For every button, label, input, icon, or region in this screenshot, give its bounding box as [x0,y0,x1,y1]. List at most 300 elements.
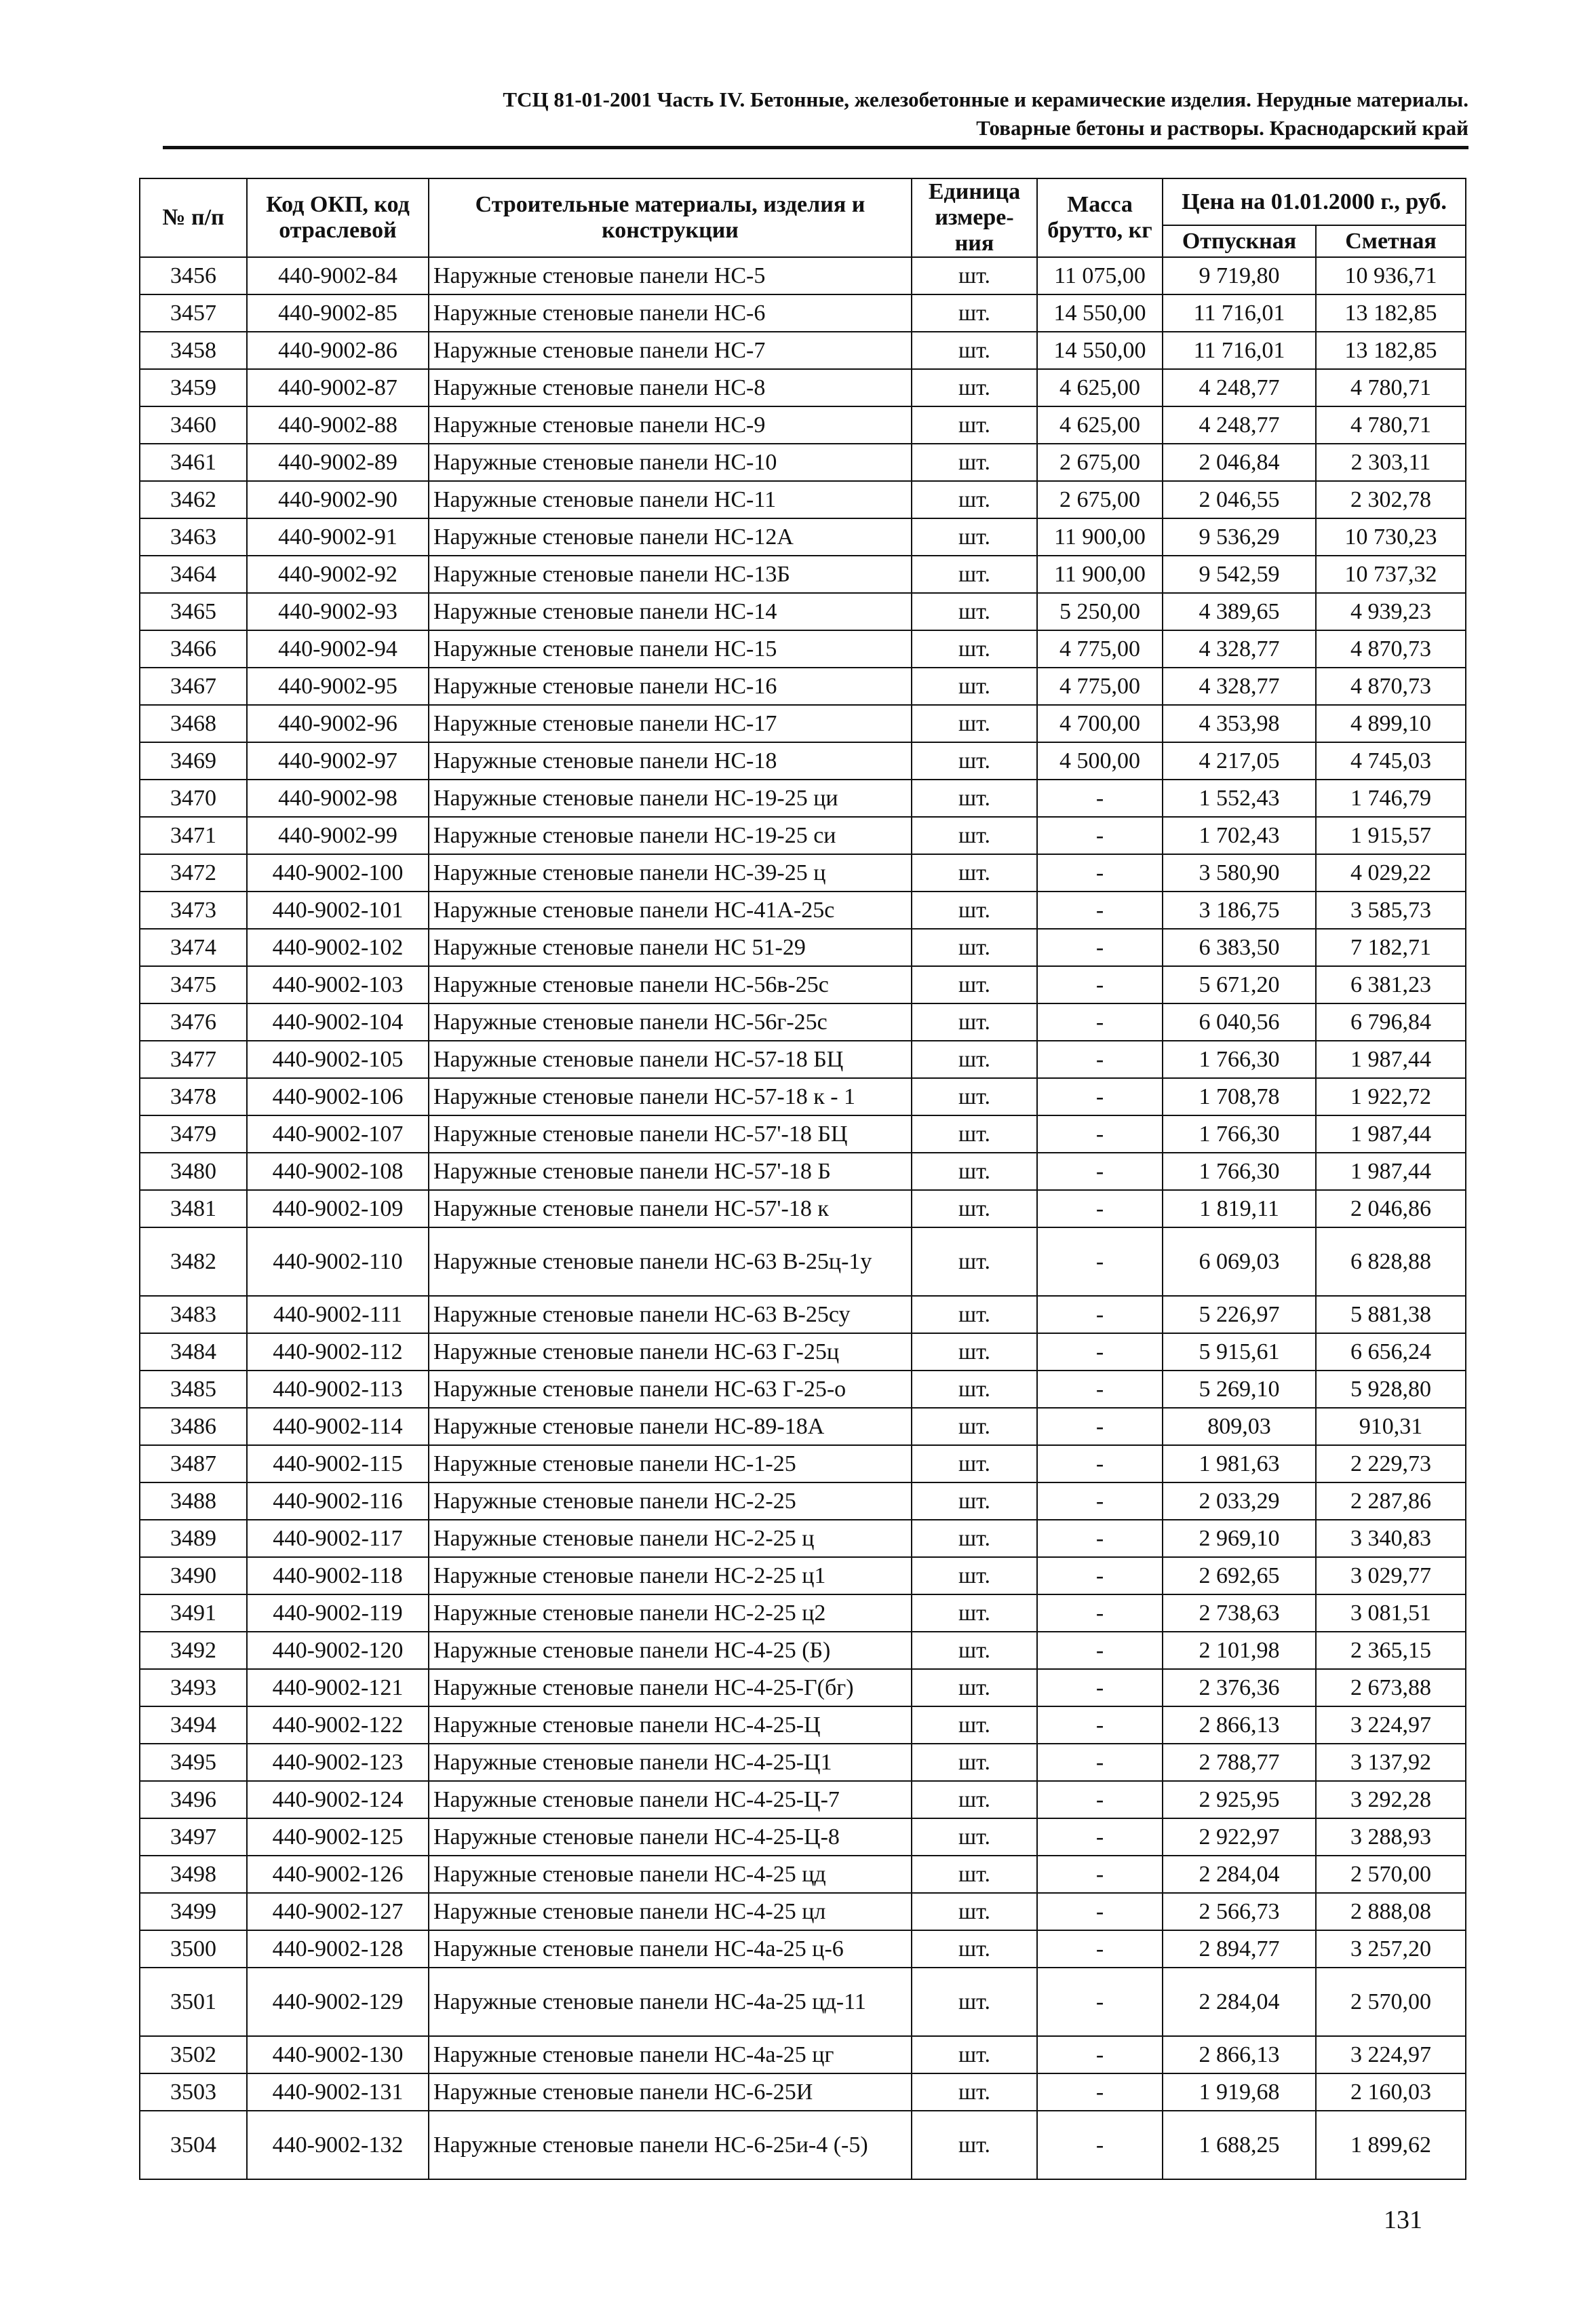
row-num: 3472 [140,854,247,892]
row-price-release: 1 766,30 [1163,1115,1316,1153]
row-mass: - [1037,1227,1163,1296]
row-price-release: 1 702,43 [1163,817,1316,854]
row-mass: 14 550,00 [1037,294,1163,332]
table-row [140,1706,1466,1744]
row-num: 3486 [140,1408,247,1445]
row-code: 440-9002-122 [247,1706,429,1744]
table-row [140,2036,1466,2073]
row-code: 440-9002-104 [247,1003,429,1041]
table-row [140,593,1466,630]
row-code: 440-9002-88 [247,406,429,444]
row-mass: - [1037,1856,1163,1893]
row-name: Наружные стеновые панели НС-4-25 цд [429,1856,912,1893]
row-name: Наружные стеновые панели НС-1-25 [429,1445,912,1482]
col-header-code: Код ОКП, код отраслевой [247,178,429,257]
row-code: 440-9002-117 [247,1520,429,1557]
table-row [140,1153,1466,1190]
row-name: Наружные стеновые панели НС-4-25 (Б) [429,1632,912,1669]
table-row [140,369,1466,406]
row-price-release: 5 915,61 [1163,1333,1316,1371]
row-mass: - [1037,1520,1163,1557]
row-price-estimate: 4 899,10 [1316,705,1466,742]
row-price-estimate: 3 585,73 [1316,892,1466,929]
row-name: Наружные стеновые панели НС-2-25 ц1 [429,1557,912,1594]
row-mass: 11 900,00 [1037,518,1163,556]
row-code: 440-9002-116 [247,1482,429,1520]
row-num: 3475 [140,966,247,1003]
row-mass: 2 675,00 [1037,444,1163,481]
row-code: 440-9002-113 [247,1371,429,1408]
row-price-release: 1 552,43 [1163,780,1316,817]
row-name: Наружные стеновые панели НС-57'-18 БЦ [429,1115,912,1153]
row-num: 3491 [140,1594,247,1632]
row-price-release: 1 819,11 [1163,1190,1316,1227]
row-price-estimate: 910,31 [1316,1408,1466,1445]
table-row [140,481,1466,518]
row-mass: - [1037,1190,1163,1227]
row-mass: 14 550,00 [1037,332,1163,369]
row-price-release: 3 580,90 [1163,854,1316,892]
row-num: 3476 [140,1003,247,1041]
row-price-release: 11 716,01 [1163,294,1316,332]
table-row [140,1594,1466,1632]
row-price-release: 4 217,05 [1163,742,1316,780]
row-unit: шт. [912,705,1037,742]
row-code: 440-9002-89 [247,444,429,481]
row-name: Наружные стеновые панели НС-56г-25с [429,1003,912,1041]
row-code: 440-9002-106 [247,1078,429,1115]
row-code: 440-9002-92 [247,556,429,593]
row-code: 440-9002-124 [247,1781,429,1818]
row-num: 3485 [140,1371,247,1408]
row-name: Наружные стеновые панели НС-13Б [429,556,912,593]
row-code: 440-9002-112 [247,1333,429,1371]
row-price-release: 2 922,97 [1163,1818,1316,1856]
col-header-estimate: Сметная [1316,225,1466,257]
row-name: Наружные стеновые панели НС-6 [429,294,912,332]
row-name: Наружные стеновые панели НС-5 [429,257,912,294]
row-mass: - [1037,854,1163,892]
row-name: Наружные стеновые панели НС-2-25 ц2 [429,1594,912,1632]
col-header-release: Отпускная [1163,225,1316,257]
row-unit: шт. [912,1296,1037,1333]
table-row [140,518,1466,556]
table-row [140,854,1466,892]
row-price-release: 9 719,80 [1163,257,1316,294]
row-num: 3478 [140,1078,247,1115]
row-num: 3477 [140,1041,247,1078]
row-price-release: 2 376,36 [1163,1669,1316,1706]
row-code: 440-9002-118 [247,1557,429,1594]
table-row [140,1893,1466,1930]
row-price-estimate: 6 381,23 [1316,966,1466,1003]
table-row [140,1371,1466,1408]
row-mass: - [1037,1153,1163,1190]
header-line-1: ТСЦ 81-01-2001 Часть IV. Бетонные, железобетонные и керамические изделия. Нерудные материалы. [503,88,1468,111]
row-unit: шт. [912,518,1037,556]
row-num: 3467 [140,668,247,705]
row-num: 3503 [140,2073,247,2111]
row-unit: шт. [912,1445,1037,1482]
row-price-estimate: 10 737,32 [1316,556,1466,593]
row-price-estimate: 3 224,97 [1316,1706,1466,1744]
row-num: 3497 [140,1818,247,1856]
row-price-estimate: 3 340,83 [1316,1520,1466,1557]
row-price-estimate: 4 780,71 [1316,369,1466,406]
row-unit: шт. [912,892,1037,929]
table-row [140,257,1466,294]
price-table [139,178,1466,2180]
row-price-estimate: 6 828,88 [1316,1227,1466,1296]
row-price-release: 4 248,77 [1163,406,1316,444]
row-num: 3496 [140,1781,247,1818]
row-unit: шт. [912,1371,1037,1408]
row-unit: шт. [912,1003,1037,1041]
row-unit: шт. [912,294,1037,332]
row-num: 3462 [140,481,247,518]
row-name: Наружные стеновые панели НС-16 [429,668,912,705]
row-unit: шт. [912,1227,1037,1296]
row-name: Наружные стеновые панели НС-17 [429,705,912,742]
row-unit: шт. [912,817,1037,854]
row-price-release: 6 383,50 [1163,929,1316,966]
row-num: 3488 [140,1482,247,1520]
row-price-estimate: 1 987,44 [1316,1115,1466,1153]
row-mass: 4 700,00 [1037,705,1163,742]
header-rule [163,146,1468,149]
col-header-unit: Единица измере-ния [912,178,1037,257]
row-unit: шт. [912,1190,1037,1227]
row-mass: - [1037,1632,1163,1669]
row-mass: - [1037,1781,1163,1818]
row-code: 440-9002-130 [247,2036,429,2073]
row-price-estimate: 3 137,92 [1316,1744,1466,1781]
row-num: 3480 [140,1153,247,1190]
row-price-estimate: 1 987,44 [1316,1041,1466,1078]
row-code: 440-9002-127 [247,1893,429,1930]
table-row [140,1520,1466,1557]
row-name: Наружные стеновые панели НС-10 [429,444,912,481]
row-mass: - [1037,1003,1163,1041]
row-price-release: 3 186,75 [1163,892,1316,929]
row-name: Наружные стеновые панели НС-57'-18 Б [429,1153,912,1190]
row-mass: 4 500,00 [1037,742,1163,780]
row-price-release: 4 328,77 [1163,630,1316,668]
row-code: 440-9002-102 [247,929,429,966]
row-code: 440-9002-95 [247,668,429,705]
row-code: 440-9002-126 [247,1856,429,1893]
table-row [140,1041,1466,1078]
document-header [400,85,1468,142]
table-row [140,1333,1466,1371]
row-code: 440-9002-98 [247,780,429,817]
row-mass: 5 250,00 [1037,593,1163,630]
row-code: 440-9002-111 [247,1296,429,1333]
row-price-release: 9 536,29 [1163,518,1316,556]
col-header-num: № п/п [140,178,247,257]
row-unit: шт. [912,1520,1037,1557]
row-price-release: 4 248,77 [1163,369,1316,406]
row-code: 440-9002-125 [247,1818,429,1856]
row-code: 440-9002-90 [247,481,429,518]
table-header [140,178,1466,257]
table-row [140,2073,1466,2111]
row-code: 440-9002-103 [247,966,429,1003]
row-name: Наружные стеновые панели НС-18 [429,742,912,780]
row-mass: - [1037,1296,1163,1333]
row-price-release: 6 040,56 [1163,1003,1316,1041]
row-num: 3489 [140,1520,247,1557]
row-mass: 4 625,00 [1037,406,1163,444]
row-name: Наружные стеновые панели НС-39-25 ц [429,854,912,892]
row-num: 3473 [140,892,247,929]
row-price-estimate: 2 570,00 [1316,1856,1466,1893]
row-num: 3484 [140,1333,247,1371]
row-unit: шт. [912,593,1037,630]
row-mass: 11 900,00 [1037,556,1163,593]
row-price-estimate: 3 029,77 [1316,1557,1466,1594]
row-price-estimate: 3 081,51 [1316,1594,1466,1632]
row-name: Наружные стеновые панели НС-6-25И [429,2073,912,2111]
table-row [140,1669,1466,1706]
row-unit: шт. [912,2111,1037,2179]
table-row [140,1227,1466,1296]
row-code: 440-9002-86 [247,332,429,369]
row-price-estimate: 2 302,78 [1316,481,1466,518]
row-code: 440-9002-108 [247,1153,429,1190]
col-header-mass: Масса брутто, кг [1037,178,1163,257]
row-num: 3463 [140,518,247,556]
row-num: 3482 [140,1227,247,1296]
row-code: 440-9002-123 [247,1744,429,1781]
row-name: Наружные стеновые панели НС-63 Г-25ц [429,1333,912,1371]
row-price-estimate: 6 796,84 [1316,1003,1466,1041]
table-row [140,705,1466,742]
row-name: Наружные стеновые панели НС-4а-25 цд-11 [429,1968,912,2036]
row-price-estimate: 2 673,88 [1316,1669,1466,1706]
row-num: 3466 [140,630,247,668]
row-num: 3483 [140,1296,247,1333]
row-price-estimate: 2 287,86 [1316,1482,1466,1520]
row-code: 440-9002-121 [247,1669,429,1706]
row-name: Наружные стеновые панели НС-2-25 ц [429,1520,912,1557]
row-price-estimate: 2 229,73 [1316,1445,1466,1482]
row-name: Наружные стеновые панели НС-4-25-Ц-8 [429,1818,912,1856]
row-price-estimate: 2 365,15 [1316,1632,1466,1669]
row-name: Наружные стеновые панели НС-4а-25 ц-6 [429,1930,912,1968]
row-price-estimate: 5 928,80 [1316,1371,1466,1408]
row-price-estimate: 13 182,85 [1316,332,1466,369]
row-mass: - [1037,817,1163,854]
row-num: 3504 [140,2111,247,2179]
row-price-release: 2 046,84 [1163,444,1316,481]
table-row [140,556,1466,593]
row-unit: шт. [912,929,1037,966]
row-unit: шт. [912,1153,1037,1190]
row-price-release: 4 389,65 [1163,593,1316,630]
row-price-release: 5 269,10 [1163,1371,1316,1408]
row-mass: - [1037,1893,1163,1930]
row-code: 440-9002-119 [247,1594,429,1632]
row-price-estimate: 6 656,24 [1316,1333,1466,1371]
row-unit: шт. [912,481,1037,518]
table-row [140,1190,1466,1227]
table-row [140,1115,1466,1153]
row-name: Наружные стеновые панели НС-63 В-25ц-1у [429,1227,912,1296]
row-unit: шт. [912,444,1037,481]
row-unit: шт. [912,1706,1037,1744]
row-mass: - [1037,1557,1163,1594]
row-price-estimate: 7 182,71 [1316,929,1466,966]
row-price-release: 2 788,77 [1163,1744,1316,1781]
row-price-estimate: 4 780,71 [1316,406,1466,444]
row-name: Наружные стеновые панели НС-19-25 ци [429,780,912,817]
row-num: 3474 [140,929,247,966]
row-price-estimate: 1 899,62 [1316,2111,1466,2179]
row-code: 440-9002-120 [247,1632,429,1669]
row-code: 440-9002-94 [247,630,429,668]
table-row [140,1296,1466,1333]
row-price-release: 6 069,03 [1163,1227,1316,1296]
table-row [140,1408,1466,1445]
row-name: Наружные стеновые панели НС-57-18 к - 1 [429,1078,912,1115]
row-unit: шт. [912,332,1037,369]
row-price-release: 4 353,98 [1163,705,1316,742]
row-price-estimate: 2 046,86 [1316,1190,1466,1227]
row-mass: - [1037,1371,1163,1408]
row-name: Наружные стеновые панели НС-56в-25с [429,966,912,1003]
row-price-release: 2 692,65 [1163,1557,1316,1594]
row-code: 440-9002-129 [247,1968,429,2036]
row-mass: 11 075,00 [1037,257,1163,294]
row-unit: шт. [912,1482,1037,1520]
table-row [140,1968,1466,2036]
row-num: 3457 [140,294,247,332]
row-unit: шт. [912,369,1037,406]
row-price-estimate: 4 939,23 [1316,593,1466,630]
table-row [140,2111,1466,2179]
row-mass: - [1037,1594,1163,1632]
row-unit: шт. [912,630,1037,668]
row-name: Наружные стеновые панели НС-4-25-Г(бг) [429,1669,912,1706]
header-line-2: Товарные бетоны и растворы. Краснодарский край [976,116,1468,140]
row-num: 3461 [140,444,247,481]
row-code: 440-9002-91 [247,518,429,556]
row-price-release: 4 328,77 [1163,668,1316,705]
row-price-estimate: 3 257,20 [1316,1930,1466,1968]
row-price-estimate: 2 570,00 [1316,1968,1466,2036]
row-unit: шт. [912,1594,1037,1632]
row-code: 440-9002-131 [247,2073,429,2111]
row-mass: - [1037,966,1163,1003]
col-header-name: Строительные материалы, изделия и конструкции [429,178,912,257]
table-row [140,294,1466,332]
row-mass: - [1037,2111,1163,2179]
row-price-release: 1 919,68 [1163,2073,1316,2111]
table-row [140,1078,1466,1115]
row-unit: шт. [912,1115,1037,1153]
row-price-release: 11 716,01 [1163,332,1316,369]
row-unit: шт. [912,1818,1037,1856]
row-price-release: 2 566,73 [1163,1893,1316,1930]
row-price-estimate: 2 888,08 [1316,1893,1466,1930]
row-price-estimate: 2 303,11 [1316,444,1466,481]
row-code: 440-9002-132 [247,2111,429,2179]
row-price-release: 2 284,04 [1163,1968,1316,2036]
row-price-estimate: 13 182,85 [1316,294,1466,332]
row-unit: шт. [912,854,1037,892]
table-row [140,780,1466,817]
row-name: Наружные стеновые панели НС-57-18 БЦ [429,1041,912,1078]
table-row [140,444,1466,481]
row-name: Наружные стеновые панели НС-4-25-Ц1 [429,1744,912,1781]
row-num: 3479 [140,1115,247,1153]
row-num: 3456 [140,257,247,294]
row-mass: - [1037,1115,1163,1153]
table-row [140,742,1466,780]
row-price-estimate: 1 915,57 [1316,817,1466,854]
row-name: Наружные стеновые панели НС-4-25-Ц-7 [429,1781,912,1818]
row-mass: - [1037,1669,1163,1706]
row-unit: шт. [912,1557,1037,1594]
row-name: Наружные стеновые панели НС-2-25 [429,1482,912,1520]
row-price-estimate: 10 936,71 [1316,257,1466,294]
row-price-estimate: 5 881,38 [1316,1296,1466,1333]
table-row [140,1003,1466,1041]
row-num: 3460 [140,406,247,444]
row-name: Наружные стеновые панели НС-15 [429,630,912,668]
row-num: 3498 [140,1856,247,1893]
row-num: 3502 [140,2036,247,2073]
row-unit: шт. [912,1893,1037,1930]
row-code: 440-9002-100 [247,854,429,892]
row-num: 3465 [140,593,247,630]
row-price-estimate: 4 870,73 [1316,630,1466,668]
table-row [140,406,1466,444]
row-name: Наружные стеновые панели НС-11 [429,481,912,518]
row-name: Наружные стеновые панели НС-14 [429,593,912,630]
row-name: Наружные стеновые панели НС-4-25 цл [429,1893,912,1930]
row-price-estimate: 2 160,03 [1316,2073,1466,2111]
table-row [140,1482,1466,1520]
row-num: 3487 [140,1445,247,1482]
table-row [140,1445,1466,1482]
col-header-price: Цена на 01.01.2000 г., руб. [1163,178,1466,225]
row-price-estimate: 1 746,79 [1316,780,1466,817]
row-mass: - [1037,1706,1163,1744]
row-mass: - [1037,892,1163,929]
row-mass: - [1037,1744,1163,1781]
row-unit: шт. [912,1632,1037,1669]
table-row [140,630,1466,668]
row-num: 3492 [140,1632,247,1669]
row-code: 440-9002-99 [247,817,429,854]
row-num: 3464 [140,556,247,593]
row-name: Наружные стеновые панели НС-89-18А [429,1408,912,1445]
row-name: Наружные стеновые панели НС-19-25 си [429,817,912,854]
table-row [140,1856,1466,1893]
row-price-release: 1 981,63 [1163,1445,1316,1482]
row-mass: - [1037,1333,1163,1371]
row-unit: шт. [912,1408,1037,1445]
row-price-release: 2 925,95 [1163,1781,1316,1818]
row-name: Наружные стеновые панели НС-41А-25с [429,892,912,929]
row-num: 3499 [140,1893,247,1930]
row-unit: шт. [912,1744,1037,1781]
row-mass: 4 625,00 [1037,369,1163,406]
row-name: Наружные стеновые панели НС-4а-25 цг [429,2036,912,2073]
row-name: Наружные стеновые панели НС-8 [429,369,912,406]
